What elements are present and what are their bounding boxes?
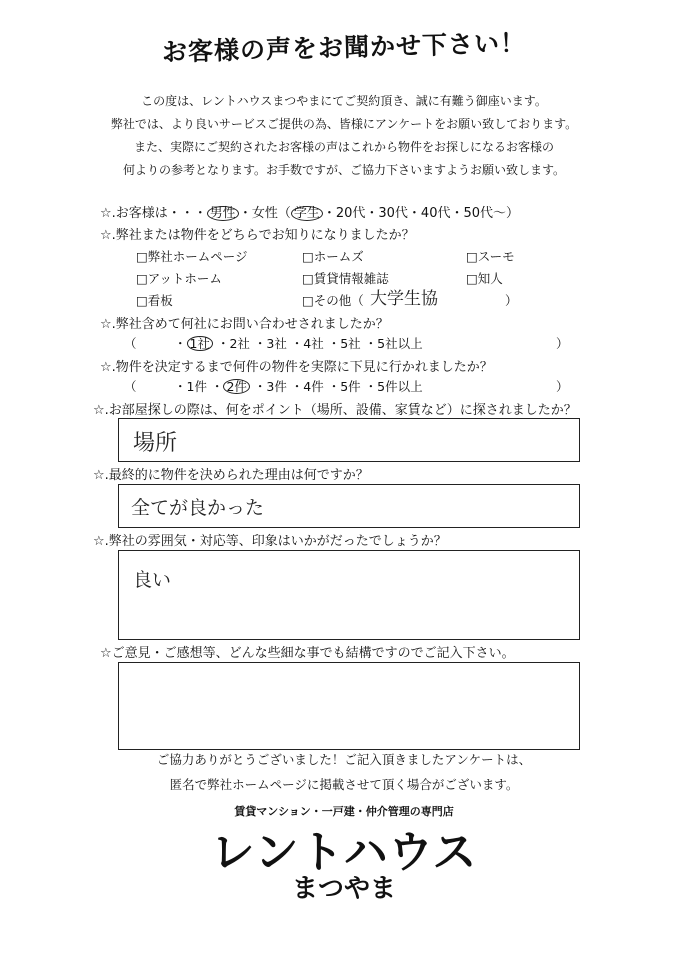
- q4-answers: ・1件 ・ 2件 ・3件 ・4件 ・5件 ・5件以上: [174, 379, 423, 394]
- impression-answer: 良い: [133, 569, 172, 591]
- option-other-close: ）: [505, 293, 518, 308]
- comments-answer-box[interactable]: [118, 662, 580, 750]
- q4-close: ）: [556, 379, 569, 394]
- q1-ages: ・20代・30代・40代・50代～）: [322, 206, 520, 221]
- intro-line-3: また、実際にご契約されたお客様の声はこれから物件をお探しになるお客様の: [133, 140, 554, 154]
- question-search-point-label: ☆.お部屋探しの際は、何をポイント（場所、設備、家賃など）に探されましたか？: [93, 403, 577, 418]
- q4-open: （: [124, 379, 137, 394]
- page-title: お客様の声をお聞かせ下さい！: [161, 28, 527, 67]
- question-comments-label: ☆ご意見・ご感想等、どんな些細な事でも結構ですのでご記入下さい。: [100, 646, 515, 661]
- q3-rest: ・2社 ・3社 ・4社 ・5社 ・5社以上: [216, 336, 423, 351]
- reason-answer: 全てが良かった: [131, 497, 265, 519]
- option-suumo[interactable]: □スーモ: [466, 249, 515, 264]
- option-company-homepage[interactable]: □弊社ホームページ: [136, 249, 248, 264]
- option-acquaintance[interactable]: □知人: [466, 271, 503, 286]
- option-homes[interactable]: □ホームズ: [302, 249, 364, 264]
- intro-line-4: 何よりの参考となります。お手数ですが、ご協力下さいますようお願い致します。: [122, 163, 566, 177]
- question-viewings-label: ☆.物件を決定するまで何件の物件を実際に下見に行かれましたか？: [100, 360, 493, 375]
- impression-answer-box[interactable]: [118, 550, 580, 640]
- option-rental-magazine[interactable]: □賃貸情報雑誌: [302, 271, 389, 286]
- q3-open: （: [124, 336, 137, 351]
- company-logo: レントハウス: [210, 827, 478, 878]
- question-impression-label: ☆.弊社の雰囲気・対応等、印象はいかがだったでしょうか？: [93, 534, 447, 549]
- question-reason-label: ☆.最終的に物件を決められた理由は何ですか？: [93, 468, 369, 483]
- company-logo-sub: まつやま: [291, 874, 396, 904]
- option-athome[interactable]: □アットホーム: [136, 271, 222, 286]
- intro-line-2: 弊社では、より良いサービスご提供の為、皆様にアンケートをお願い致しております。: [110, 117, 578, 131]
- q1-student-circled[interactable]: 学生: [291, 206, 323, 221]
- option-other[interactable]: □その他（: [302, 293, 364, 308]
- question-source-label: ☆.弊社または物件をどちらでお知りになりましたか？: [100, 228, 415, 243]
- footer-line-1: ご協力ありがとうございました！ご記入頂きましたアンケートは、: [156, 752, 532, 767]
- q1-sep: ・女性（: [238, 206, 291, 221]
- q3-answers: ・ 1社 ・2社 ・3社 ・4社 ・5社 ・5社以上: [174, 336, 423, 351]
- q3-close: ）: [556, 336, 569, 351]
- q4-first: ・1件: [174, 379, 207, 394]
- q3-circled-answer[interactable]: 1社: [187, 336, 213, 351]
- option-signboard[interactable]: □看板: [136, 293, 173, 308]
- q4-circled-answer[interactable]: 2件: [223, 379, 249, 394]
- question-gender-age: [100, 202, 519, 221]
- option-other-answer: 大学生協: [370, 289, 438, 309]
- search-point-answer-box[interactable]: [118, 418, 580, 462]
- intro-line-1: この度は、レントハウスまつやまにてご契約頂き、誠に有難う御座います。: [141, 94, 547, 108]
- footer-line-2: 匿名で弊社ホームページに掲載させて頂く場合がございます。: [169, 777, 519, 792]
- q4-rest: ・3件 ・4件 ・5件 ・5件以上: [253, 379, 423, 394]
- search-point-answer: 場所: [133, 431, 178, 456]
- question-inquiries-label: ☆.弊社含めて何社にお問い合わせされましたか？: [100, 317, 389, 332]
- reason-answer-box[interactable]: [118, 484, 580, 528]
- q1-prefix: ☆.お客様は・・・: [100, 206, 207, 221]
- logo-tagline: 賃貸マンション・一戸建・仲介管理の専門店: [234, 805, 454, 818]
- q1-male-circled[interactable]: 男性: [207, 206, 239, 221]
